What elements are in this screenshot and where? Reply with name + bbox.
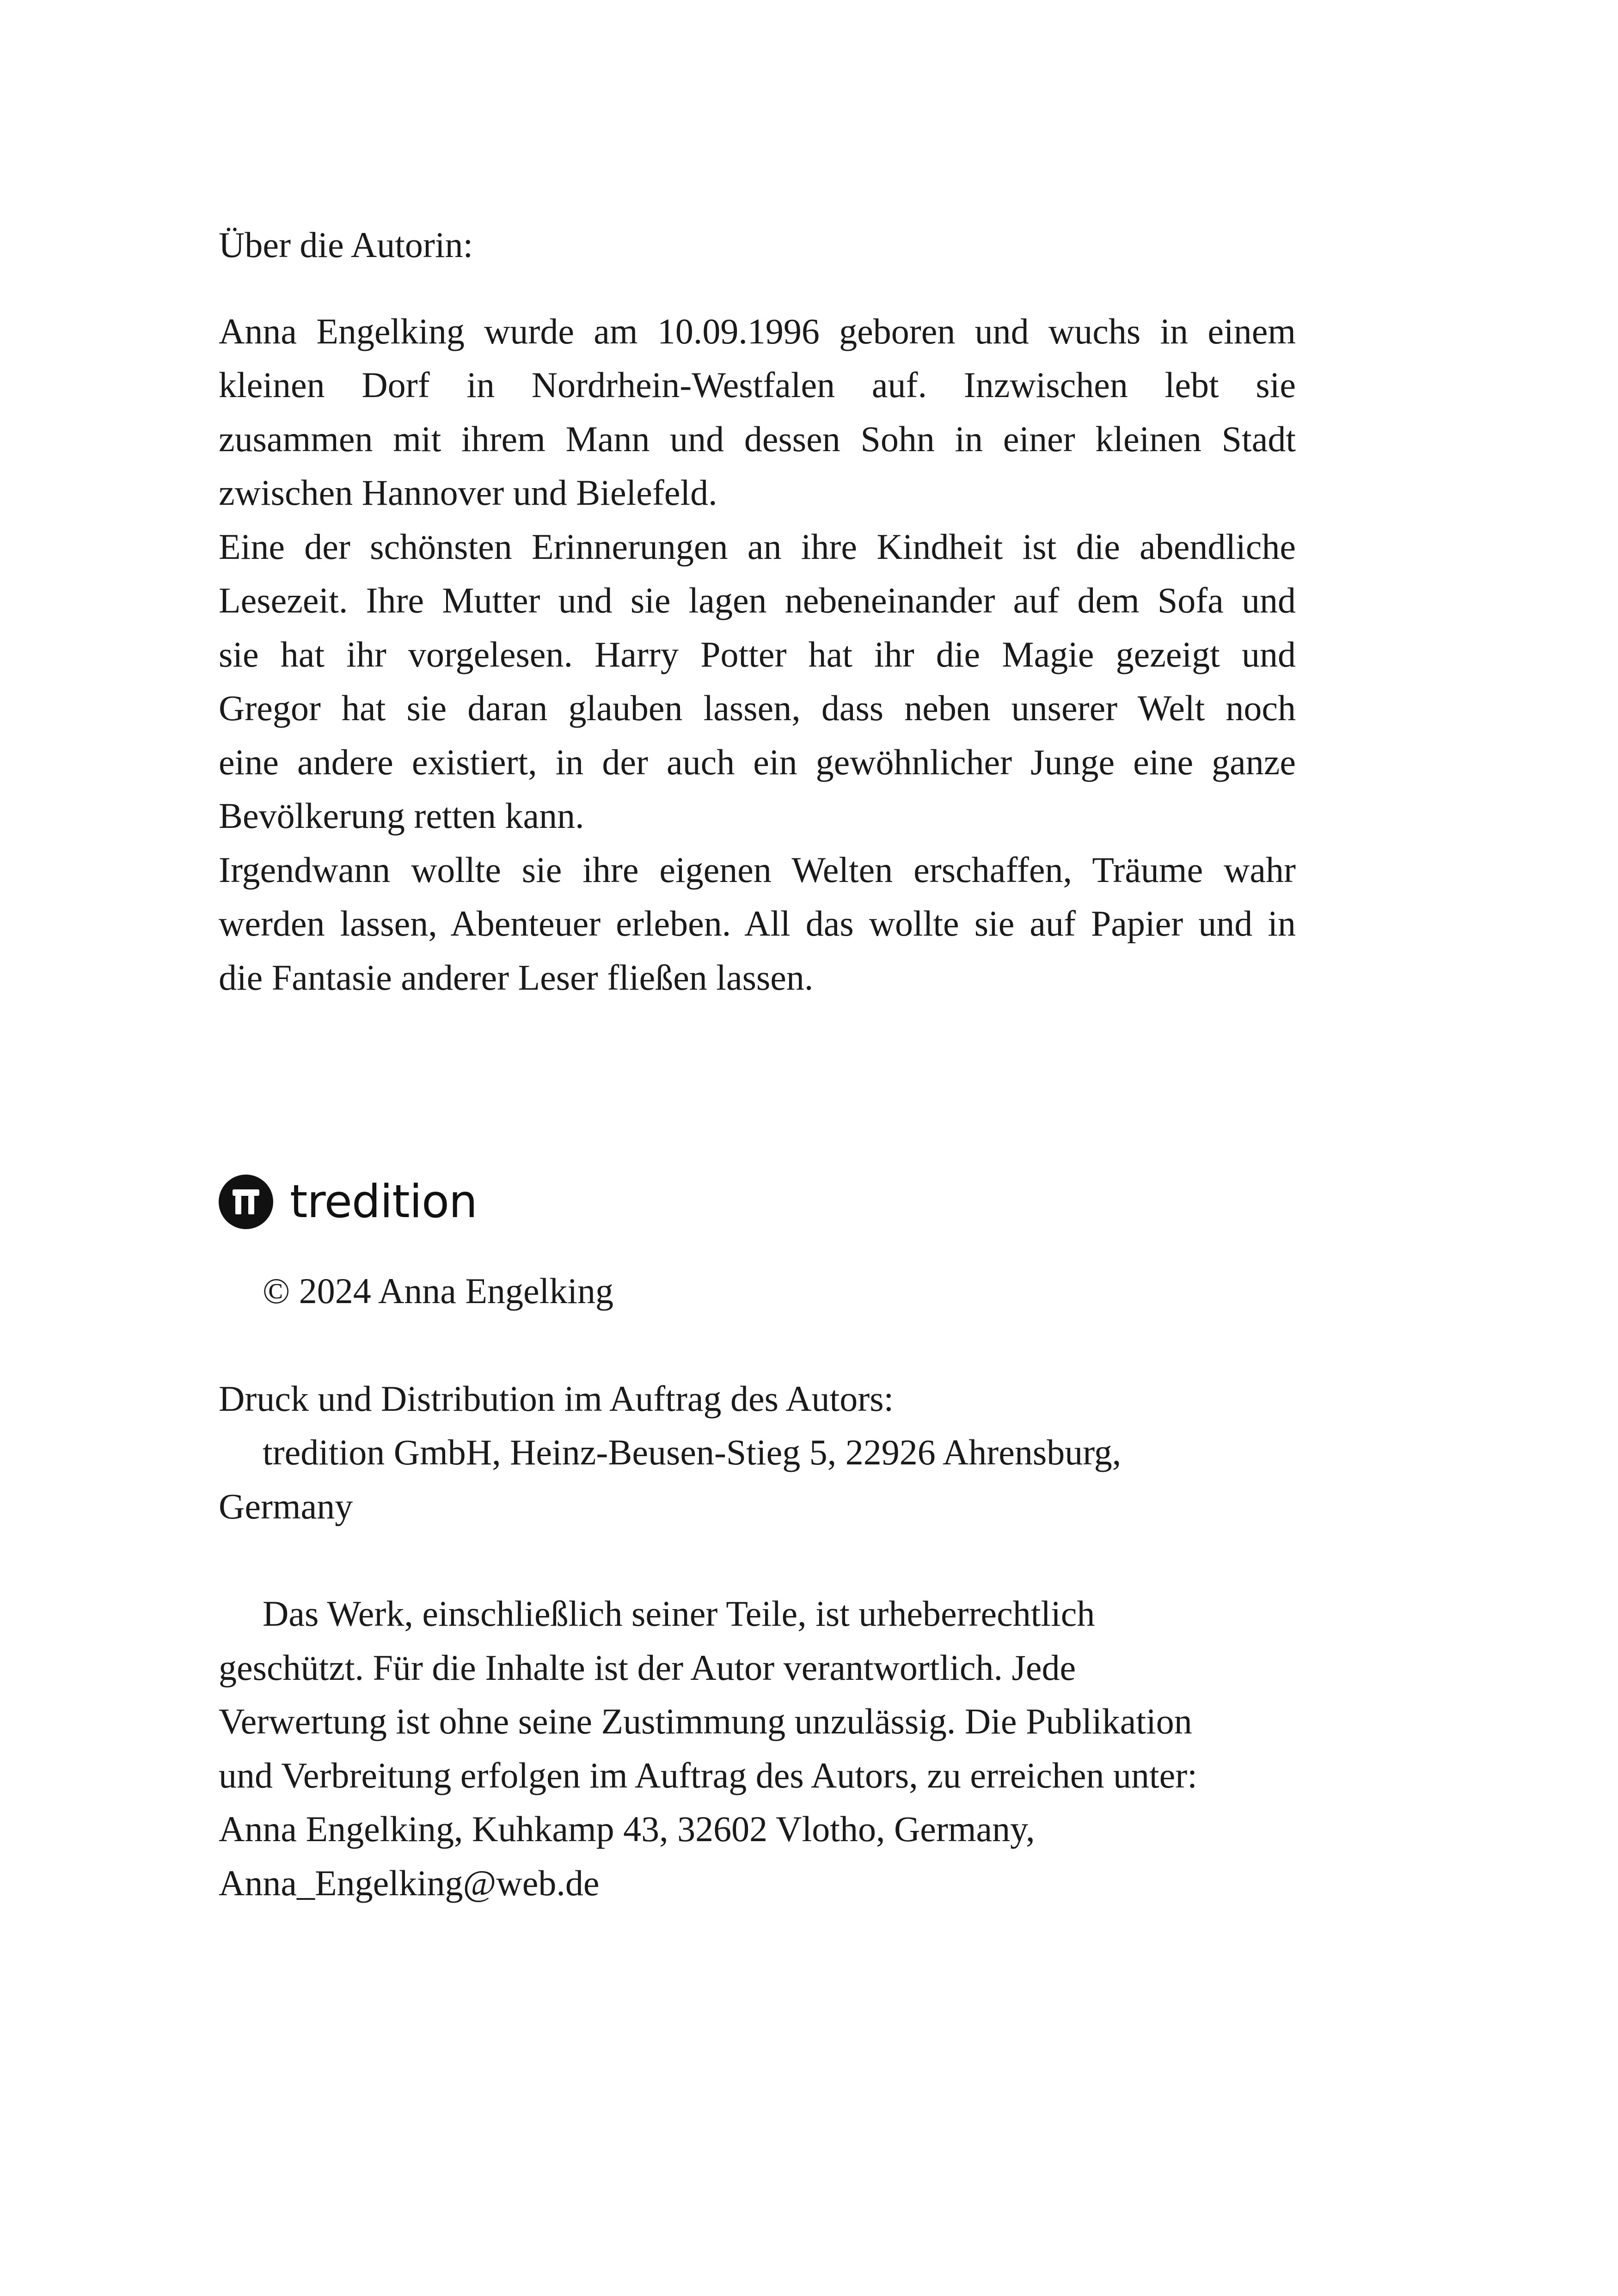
text-line: zusammen mit ihrem Mann und dessen Sohn in einer kleinen Stadt [219,418,1296,459]
text-line: sie hat ihr vorgelesen. Harry Potter hat ihr die Magie gezeigt und [219,634,1296,674]
text-line: Eine der schönsten Erinnerungen an ihre Kindheit ist die abendliche [219,526,1296,567]
address-line: tredition GmbH, Heinz-Beusen-Stieg 5, 22926 Ahrensburg, [263,1432,1122,1472]
email-line: Anna_Engelking@web.de [219,1862,600,1903]
text-line: Verwertung ist ohne seine Zustimmung unzulässig. Die Publikation [219,1701,1192,1741]
text-line: Anna Engelking wurde am 10.09.1996 geboren und wuchs in einem [219,311,1296,351]
text-line: werden lassen, Abenteuer erleben. All das wollte sie auf Papier und in [219,903,1296,943]
imprint-section [219,1264,1296,1910]
about-paragraph-1 [219,305,1296,520]
copyright-line: © 2024 Anna Engelking [263,1271,614,1311]
text-line: Bevölkerung retten kann. [219,796,584,836]
text-line: geschützt. Für die Inhalte ist der Autor verantwortlich. Jede [219,1647,1076,1688]
text-line: kleinen Dorf in Nordrhein-Westfalen auf. Inzwischen lebt sie [219,365,1296,405]
text-line: die Fantasie anderer Leser fließen lassen. [219,957,814,998]
about-paragraph-2 [219,520,1296,843]
publisher-logo [219,1174,477,1230]
text-line: Lesezeit. Ihre Mutter und sie lagen nebeneinander auf dem Sofa und [219,580,1296,620]
logo-wordmark: tredition [290,1176,478,1228]
text-line: Das Werk, einschließlich seiner Teile, ist urheberrechtlich [263,1593,1095,1634]
print-heading: Druck und Distribution im Auftrag des Autors: [219,1378,894,1419]
legal-notice [219,1587,1296,1910]
about-paragraph-3 [219,843,1296,1005]
tredition-logo-icon [219,1175,273,1229]
text-line: Anna Engelking, Kuhkamp 43, 32602 Vlotho, Germany, [219,1809,1035,1849]
text-line: Gregor hat sie daran glauben lassen, dass neben unserer Welt noch [219,688,1296,728]
about-section [219,218,1296,1004]
about-heading: Über die Autorin: [219,225,473,265]
text-line: und Verbreitung erfolgen im Auftrag des Autors, zu erreichen unter: [219,1755,1197,1795]
text-line: eine andere existiert, in der auch ein gewöhnlicher Junge eine ganze [219,741,1296,782]
text-line: Irgendwann wollte sie ihre eigenen Welten erschaffen, Träume wahr [219,849,1296,890]
address-country: Germany [219,1486,353,1526]
text-line: zwischen Hannover und Bielefeld. [219,472,717,513]
